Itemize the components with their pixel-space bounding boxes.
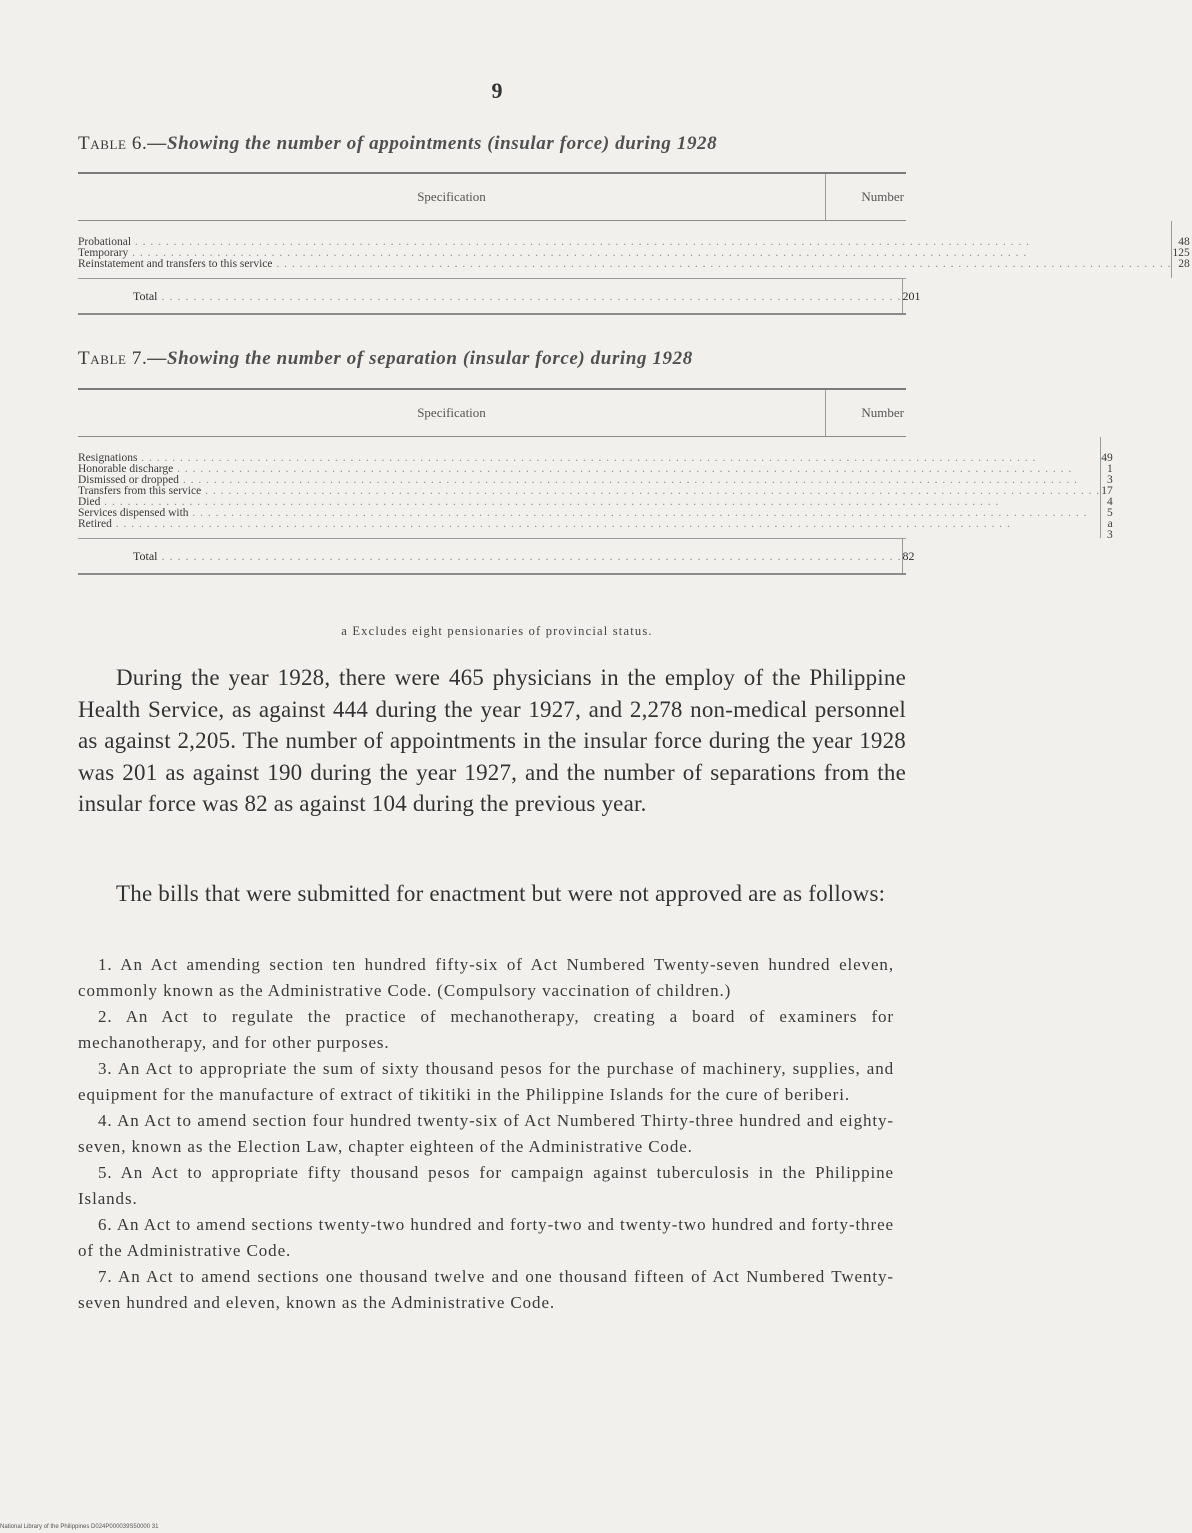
table6-col-spec: Specification <box>78 174 826 220</box>
table7-footnote: a Excludes eight pensionaries of provincial status. <box>341 624 653 638</box>
paragraph-personnel <box>78 662 906 820</box>
row-value: 48 <box>1178 236 1190 248</box>
row-value: a 3 <box>1106 518 1113 541</box>
page-number: 9 <box>491 78 503 103</box>
total-value: 82 <box>902 548 915 563</box>
table6-label: Table 6. <box>78 133 148 154</box>
row-value: 4 <box>1106 496 1113 508</box>
row-value: 28 <box>1178 258 1190 270</box>
table7-col-num: Number <box>861 405 904 420</box>
table6-total-row <box>78 278 921 313</box>
row-label: Died . . . <box>78 496 999 508</box>
row-label: Resignations . . . <box>78 452 1036 464</box>
table7-col-spec: Specification <box>78 390 826 436</box>
row-value: 5 <box>1106 507 1113 519</box>
row-value: 1 <box>1106 463 1113 475</box>
row-label: Temporary . . . <box>78 247 1027 259</box>
row-value: 3 <box>1106 474 1113 486</box>
list-item: 2. An Act to regulate the practice of mechanotherapy, creating a board of examiners for mechanotherapy, and for other purposes. <box>78 1007 894 1052</box>
paragraph-text: The bills that were submitted for enactment but were not approved are as follows: <box>116 881 886 906</box>
list-item: 7. An Act to amend sections one thousand twelve and one thousand fifteen of Act Numbered Twenty-seven hundred and eleven, known as the Administrative Code. <box>78 1267 894 1312</box>
table7-label: Table 7. <box>78 348 148 369</box>
scan-credit: National Library of the Philippines D024P000039S50000 31 <box>0 1524 159 1530</box>
table6-header <box>78 174 906 220</box>
table-row <box>78 259 1171 270</box>
row-value: 125 <box>1172 247 1190 259</box>
table7-total-row <box>78 538 915 573</box>
row-value: 49 <box>1101 452 1113 464</box>
table6-col-num: Number <box>861 189 904 204</box>
row-value: 17 <box>1101 485 1113 497</box>
row-label: Reinstatement and transfers to this service . . . <box>78 258 1171 270</box>
total-value: 201 <box>902 288 921 303</box>
row-label: Transfers from this service . . . <box>78 485 1100 497</box>
table6-caption: —Showing the number of appointments (insular force) during 1928 <box>147 133 718 154</box>
table6-body <box>78 221 1190 278</box>
list-item: 1. An Act amending section ten hundred fifty-six of Act Numbered Twenty-seven hundred eleven, commonly known as the Administrative Code. (Compulsory vaccination of children.) <box>78 955 894 1000</box>
table7-body <box>78 437 1113 541</box>
table7 <box>78 388 1113 575</box>
bills-list <box>78 952 894 1316</box>
row-label: Retired . . . <box>78 518 1011 530</box>
row-label: Honorable discharge . . . <box>78 463 1072 475</box>
table7-title <box>78 348 908 370</box>
total-label: Total . . . <box>133 549 902 564</box>
paragraph-text: During the year 1928, there were 465 physicians in the employ of the Philippine Health Service, as against 444 during the year 1927, and 2,278 non-medical personnel as against 2,205. The number of appointments in the insular force during the year 1928 was 201 as against 190 during the year 1927, and the number of separations from the insular force was 82 as against 104 during the previous year. <box>78 665 906 816</box>
list-item: 5. An Act to appropriate fifty thousand pesos for campaign against tuberculosis in the Philippine Islands. <box>78 1163 894 1208</box>
table6-title <box>78 133 908 155</box>
row-label: Dismissed or dropped . . . <box>78 474 1078 486</box>
list-item: 6. An Act to amend sections twenty-two hundred and forty-two and twenty-two hundred and forty-three of the Administrative Code. <box>78 1215 894 1260</box>
table7-caption: —Showing the number of separation (insular force) during 1928 <box>147 348 693 369</box>
table-row <box>78 519 1100 530</box>
total-label: Total . . . <box>133 289 902 304</box>
row-label: Services dispensed with . . . <box>78 507 1088 519</box>
table6 <box>78 172 1190 315</box>
paragraph-bills-intro <box>78 878 906 910</box>
row-label: Probational . . . <box>78 236 1030 248</box>
table7-header <box>78 390 906 436</box>
list-item: 3. An Act to appropriate the sum of sixty thousand pesos for the purchase of machinery, supplies, and equipment for the manufacture of extract of tikitiki in the Philippine Islands for the cure of beriberi. <box>78 1059 894 1104</box>
list-item: 4. An Act to amend section four hundred twenty-six of Act Numbered Thirty-three hundred and eighty-seven, known as the Election Law, chapter eighteen of the Administrative Code. <box>78 1111 894 1156</box>
